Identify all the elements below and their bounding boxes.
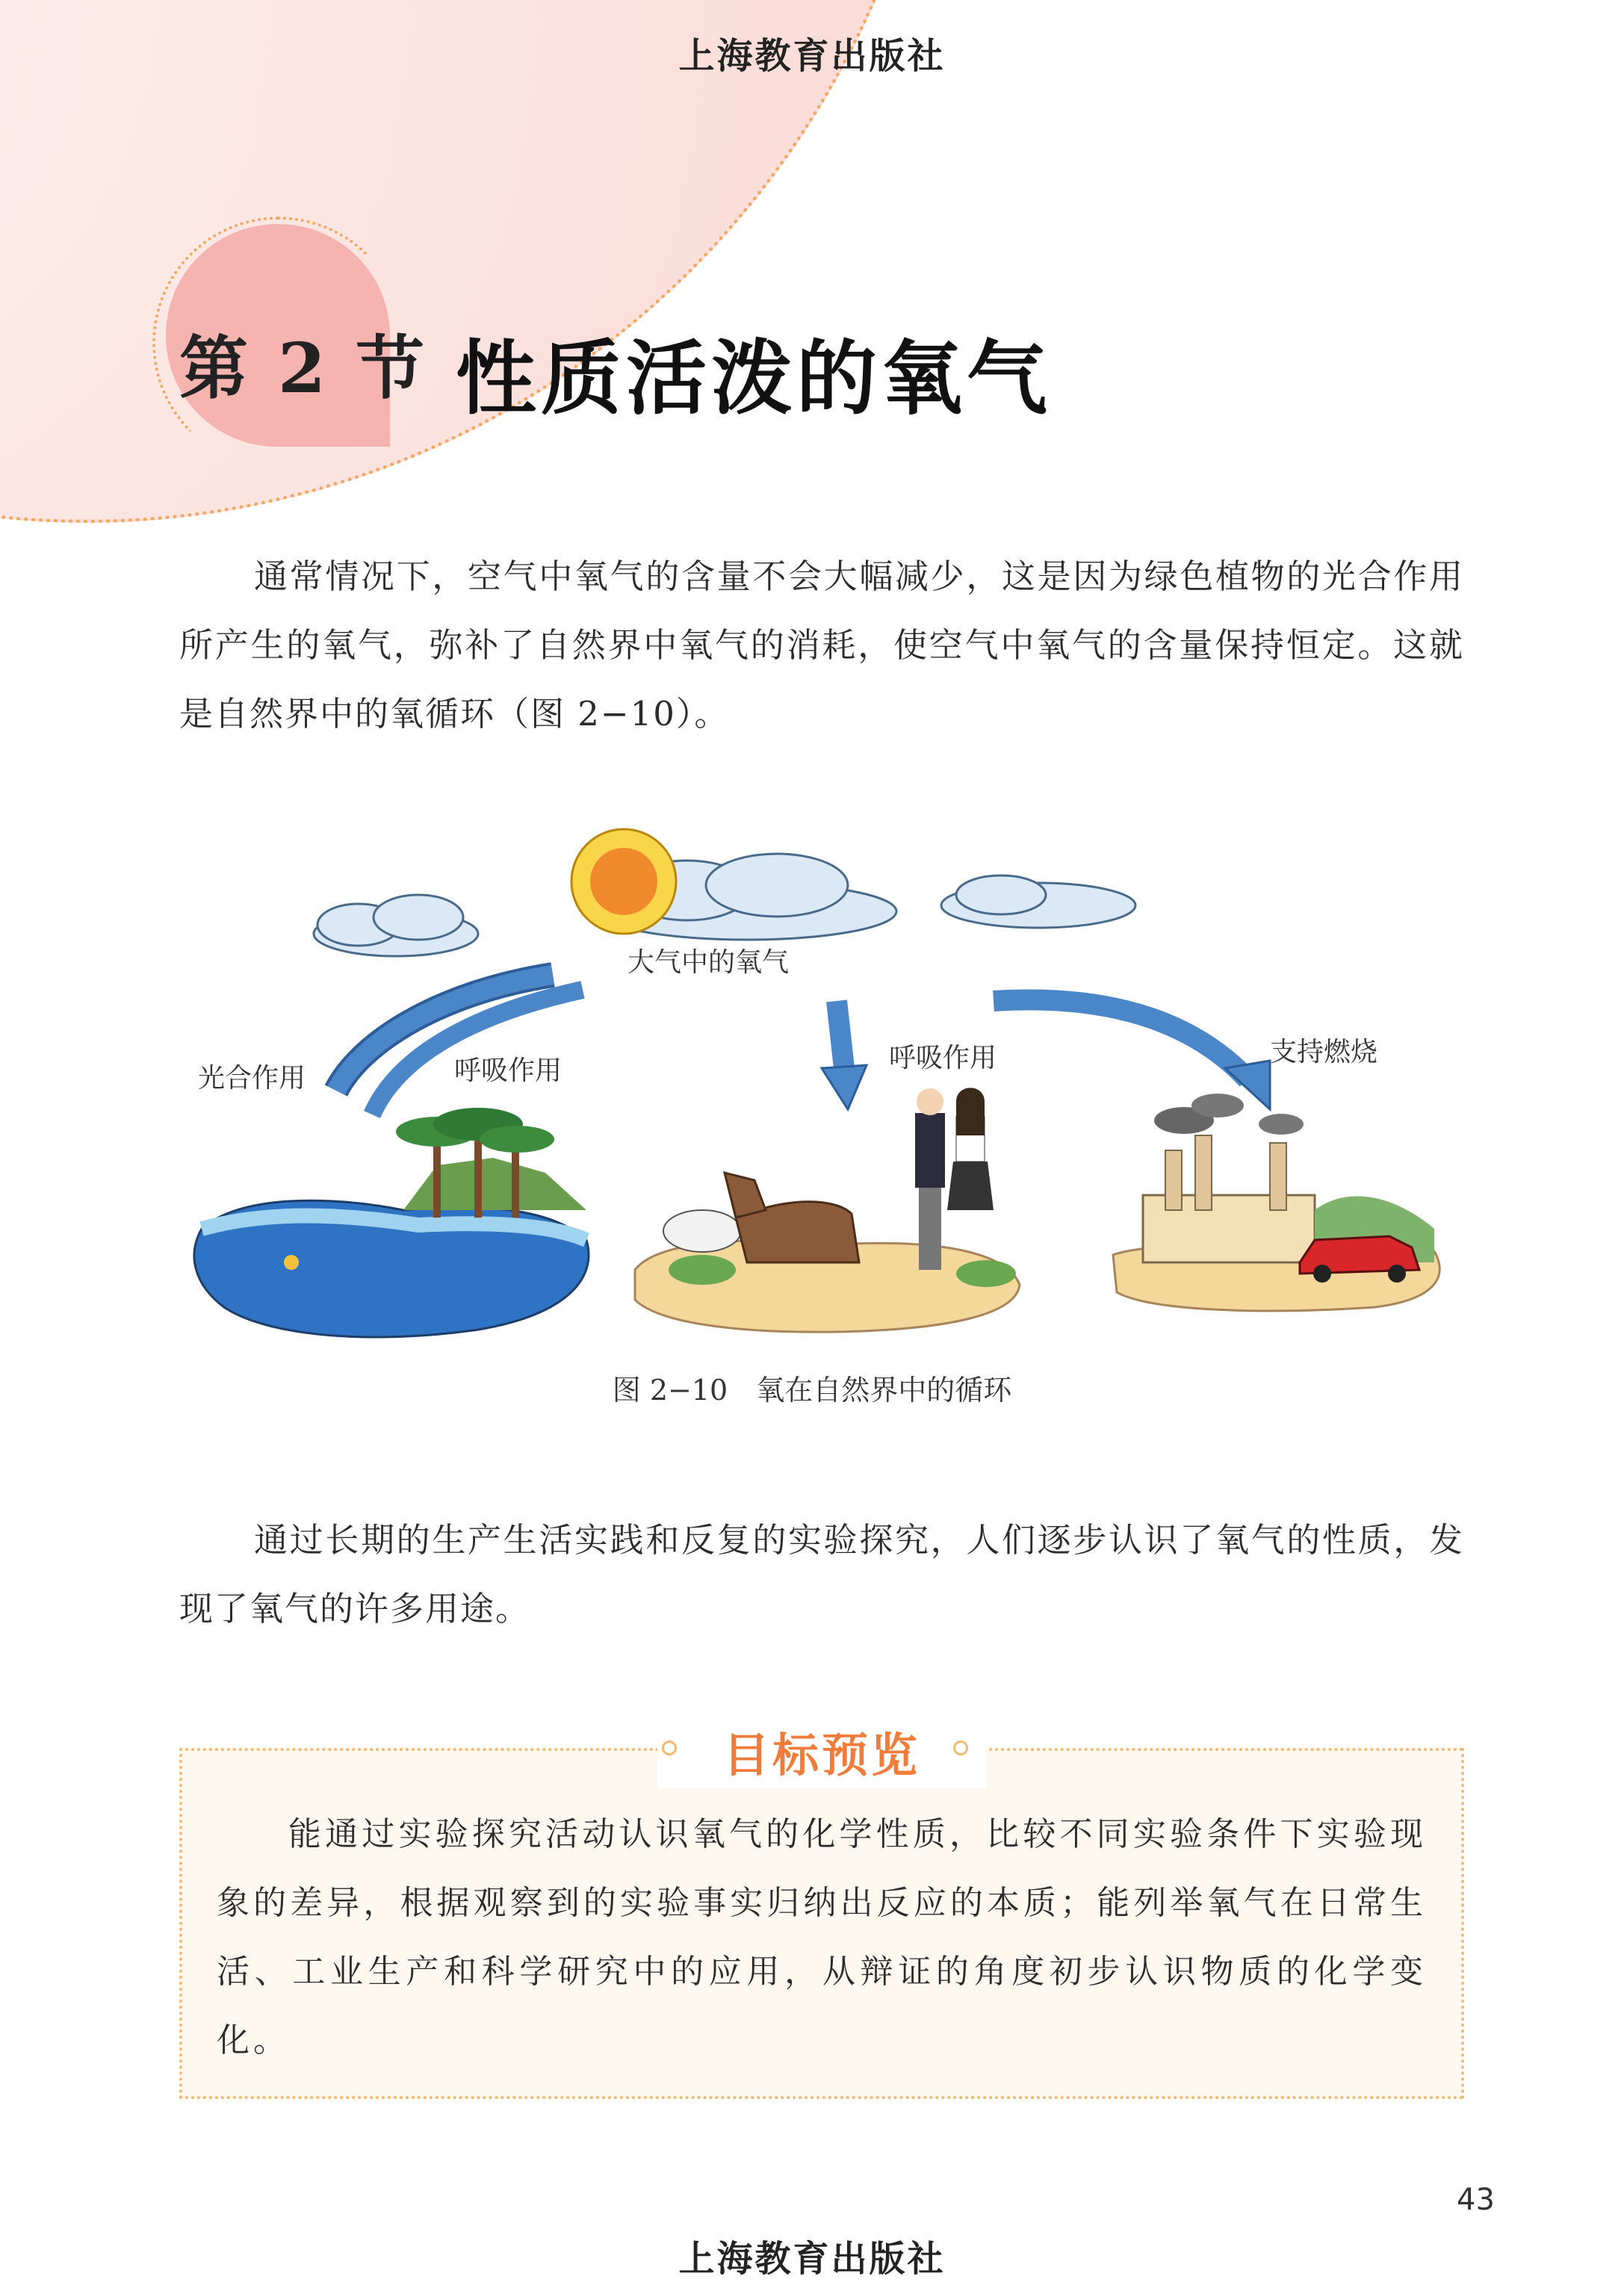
combustion-arrow (994, 999, 1248, 1079)
label-respiration-mid: 呼吸作用 (889, 1043, 997, 1073)
publisher-header: 上海教育出版社 (678, 35, 946, 77)
label-combustion: 支持燃烧 (1270, 1037, 1378, 1067)
publisher-footer: 上海教育出版社 (678, 2238, 946, 2280)
sun-icon (571, 829, 676, 934)
header-decoration (0, 0, 949, 523)
section-title: 性质活泼的氧气 (456, 332, 1053, 426)
oxygen-cycle-figure (179, 822, 1464, 1345)
land-island (635, 1088, 1020, 1332)
figure-caption: 图 2−10 氧在自然界中的循环 (612, 1374, 1012, 1407)
goal-preview-text: 能通过实验探究活动认识氧气的化学性质，比较不同实验条件下实验现象的差异，根据观察到的实验事实归纳出反应的本质；能列举氧气在日常生活、工业生产和科学研究中的应用，从辩证的角度初步认识物质的化学变化。 (217, 1815, 1427, 2059)
goal-preview-title: 目标预览 (722, 1728, 920, 1782)
cloud-left (314, 895, 478, 956)
respiration-arrow-mid (837, 1001, 844, 1068)
oxygen-cycle-illustration (179, 822, 1464, 1345)
intro-paragraph: 通常情况下，空气中氧气的含量不会大幅减少，这是因为绿色植物的光合作用所产生的氧气，弥补了自然界中氧气的消耗，使空气中氧气的含量保持恒定。这就是自然界中的氧循环（图 2−10）。 (179, 557, 1464, 734)
label-respiration-left: 呼吸作用 (454, 1055, 562, 1086)
second-paragraph: 通过长期的生产生活实践和反复的实验探究，人们逐步认识了氧气的性质，发现了氧气的许多用途。 (179, 1520, 1464, 1628)
sea-island (194, 1108, 589, 1337)
section-number: 第 2 节 (179, 328, 428, 409)
factory-island (1113, 1094, 1439, 1311)
page-number: 43 (1457, 2183, 1495, 2217)
label-atmosphere-oxygen: 大气中的氧气 (627, 947, 790, 978)
cloud-right (598, 854, 1135, 940)
label-photosynthesis: 光合作用 (198, 1063, 306, 1094)
